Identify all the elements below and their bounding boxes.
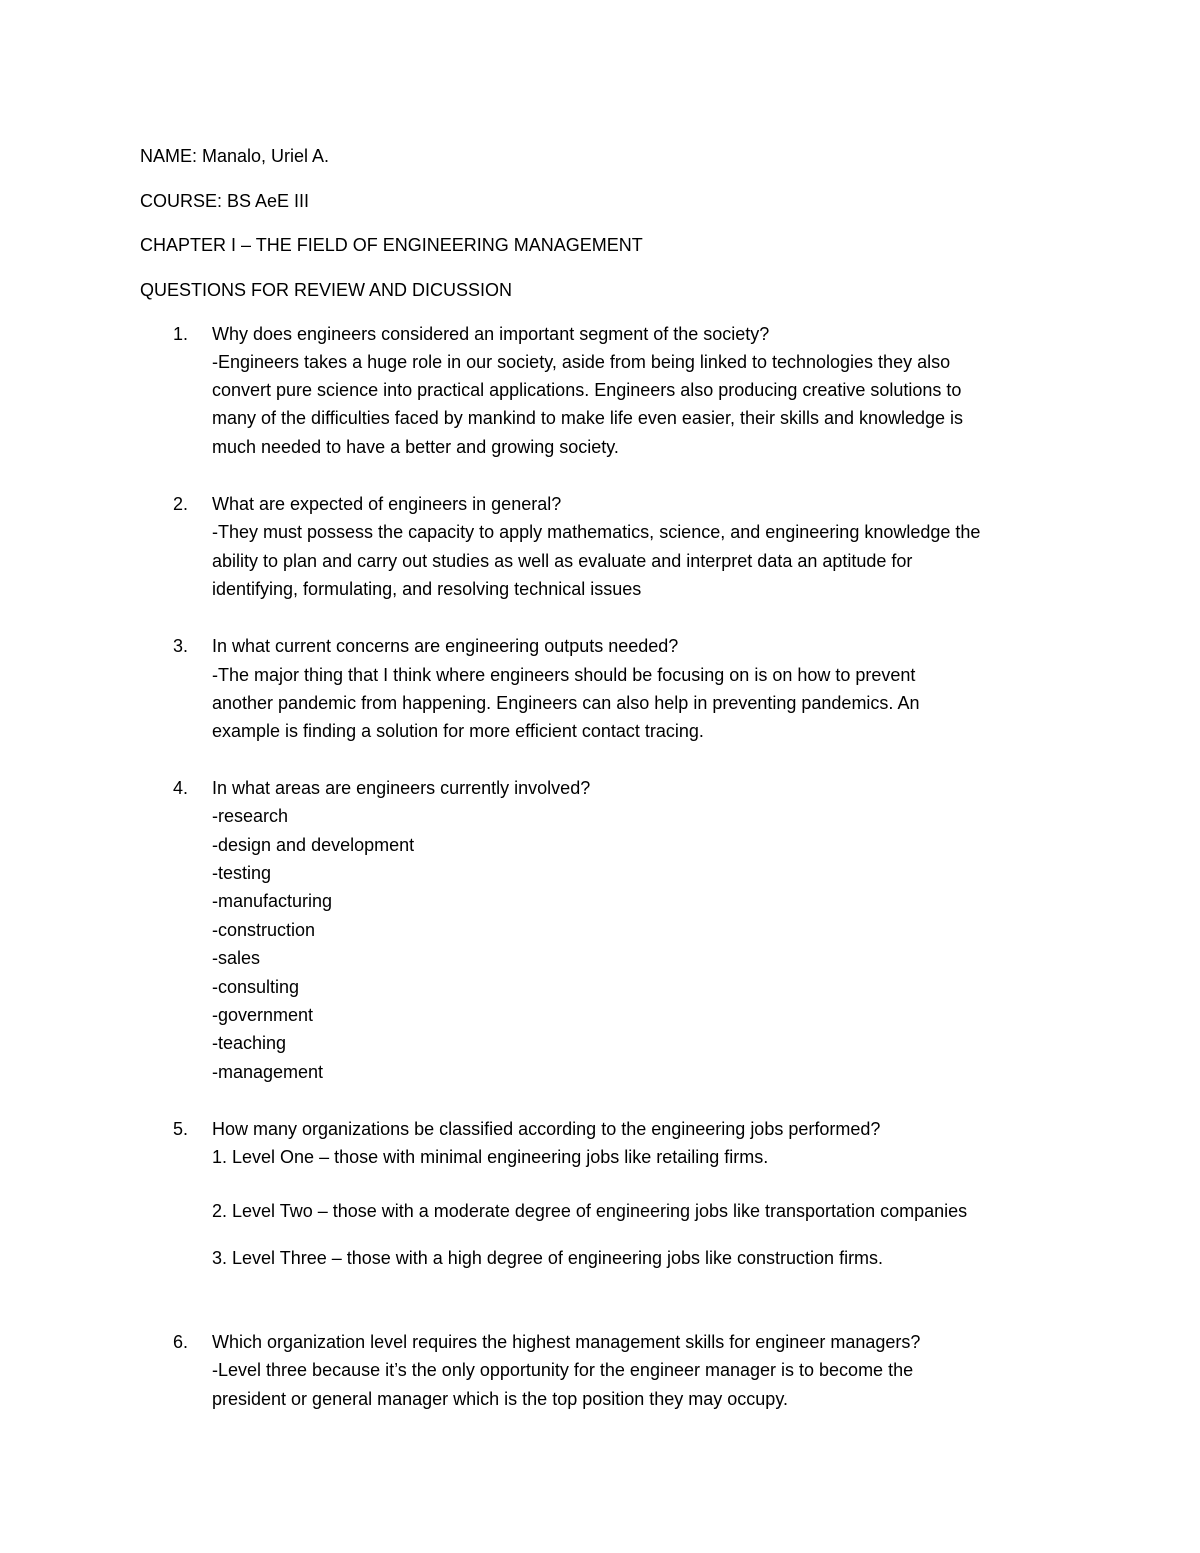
answer-line: ability to plan and carry out studies as well as evaluate and interpret data an aptitude for xyxy=(212,551,913,571)
answer-line: convert pure science into practical applications. Engineers also producing creative solutions to xyxy=(212,380,962,400)
question-number: 2. xyxy=(173,494,189,514)
student-name: NAME: Manalo, Uriel A. xyxy=(140,146,330,166)
list-item: -consulting xyxy=(212,977,300,997)
list-item: -manufacturing xyxy=(212,891,333,911)
answer-line: -They must possess the capacity to apply mathematics, science, and engineering knowledge the xyxy=(212,522,981,542)
question-text: How many organizations be classified according to the engineering jobs performed? xyxy=(212,1119,881,1139)
question-text: What are expected of engineers in general? xyxy=(212,494,562,514)
list-item: -government xyxy=(212,1005,314,1025)
list-item: -sales xyxy=(212,948,261,968)
question-text: In what areas are engineers currently involved? xyxy=(212,778,591,798)
answer-line: -The major thing that I think where engineers should be focusing on is on how to prevent xyxy=(212,665,916,685)
question-number: 1. xyxy=(173,324,189,344)
answer-line: many of the difficulties faced by mankind to make life even easier, their skills and knowledge is xyxy=(212,408,964,428)
list-item: -construction xyxy=(212,920,316,940)
student-course: COURSE: BS AeE III xyxy=(140,191,310,211)
list-item: -management xyxy=(212,1062,324,1082)
list-item: -testing xyxy=(212,863,272,883)
question-text: Why does engineers considered an important segment of the society? xyxy=(212,324,770,344)
list-item: -teaching xyxy=(212,1033,287,1053)
question-number: 6. xyxy=(173,1332,189,1352)
question-number: 4. xyxy=(173,778,189,798)
level-item: 3. Level Three – those with a high degree of engineering jobs like construction firms. xyxy=(212,1248,884,1268)
question-text: In what current concerns are engineering outputs needed? xyxy=(212,636,679,656)
level-item: 2. Level Two – those with a moderate degree of engineering jobs like transportation companies xyxy=(212,1201,968,1221)
answer-line: -Level three because it’s the only opportunity for the engineer manager is to become the xyxy=(212,1360,914,1380)
chapter-title: CHAPTER I – THE FIELD OF ENGINEERING MANAGEMENT xyxy=(140,235,643,255)
list-item: -research xyxy=(212,806,289,826)
answer-line: another pandemic from happening. Engineers can also help in preventing pandemics. An xyxy=(212,693,920,713)
question-number: 3. xyxy=(173,636,189,656)
question-text: Which organization level requires the highest management skills for engineer managers? xyxy=(212,1332,921,1352)
answer-line: president or general manager which is the top position they may occupy. xyxy=(212,1389,788,1409)
question-number: 5. xyxy=(173,1119,189,1139)
answer-line: example is finding a solution for more efficient contact tracing. xyxy=(212,721,704,741)
list-item: -design and development xyxy=(212,835,415,855)
section-title: QUESTIONS FOR REVIEW AND DICUSSION xyxy=(140,280,513,300)
answer-line: much needed to have a better and growing society. xyxy=(212,437,619,457)
level-item: 1. Level One – those with minimal engineering jobs like retailing firms. xyxy=(212,1147,769,1167)
answer-line: identifying, formulating, and resolving technical issues xyxy=(212,579,642,599)
answer-line: -Engineers takes a huge role in our society, aside from being linked to technologies they also xyxy=(212,352,951,372)
